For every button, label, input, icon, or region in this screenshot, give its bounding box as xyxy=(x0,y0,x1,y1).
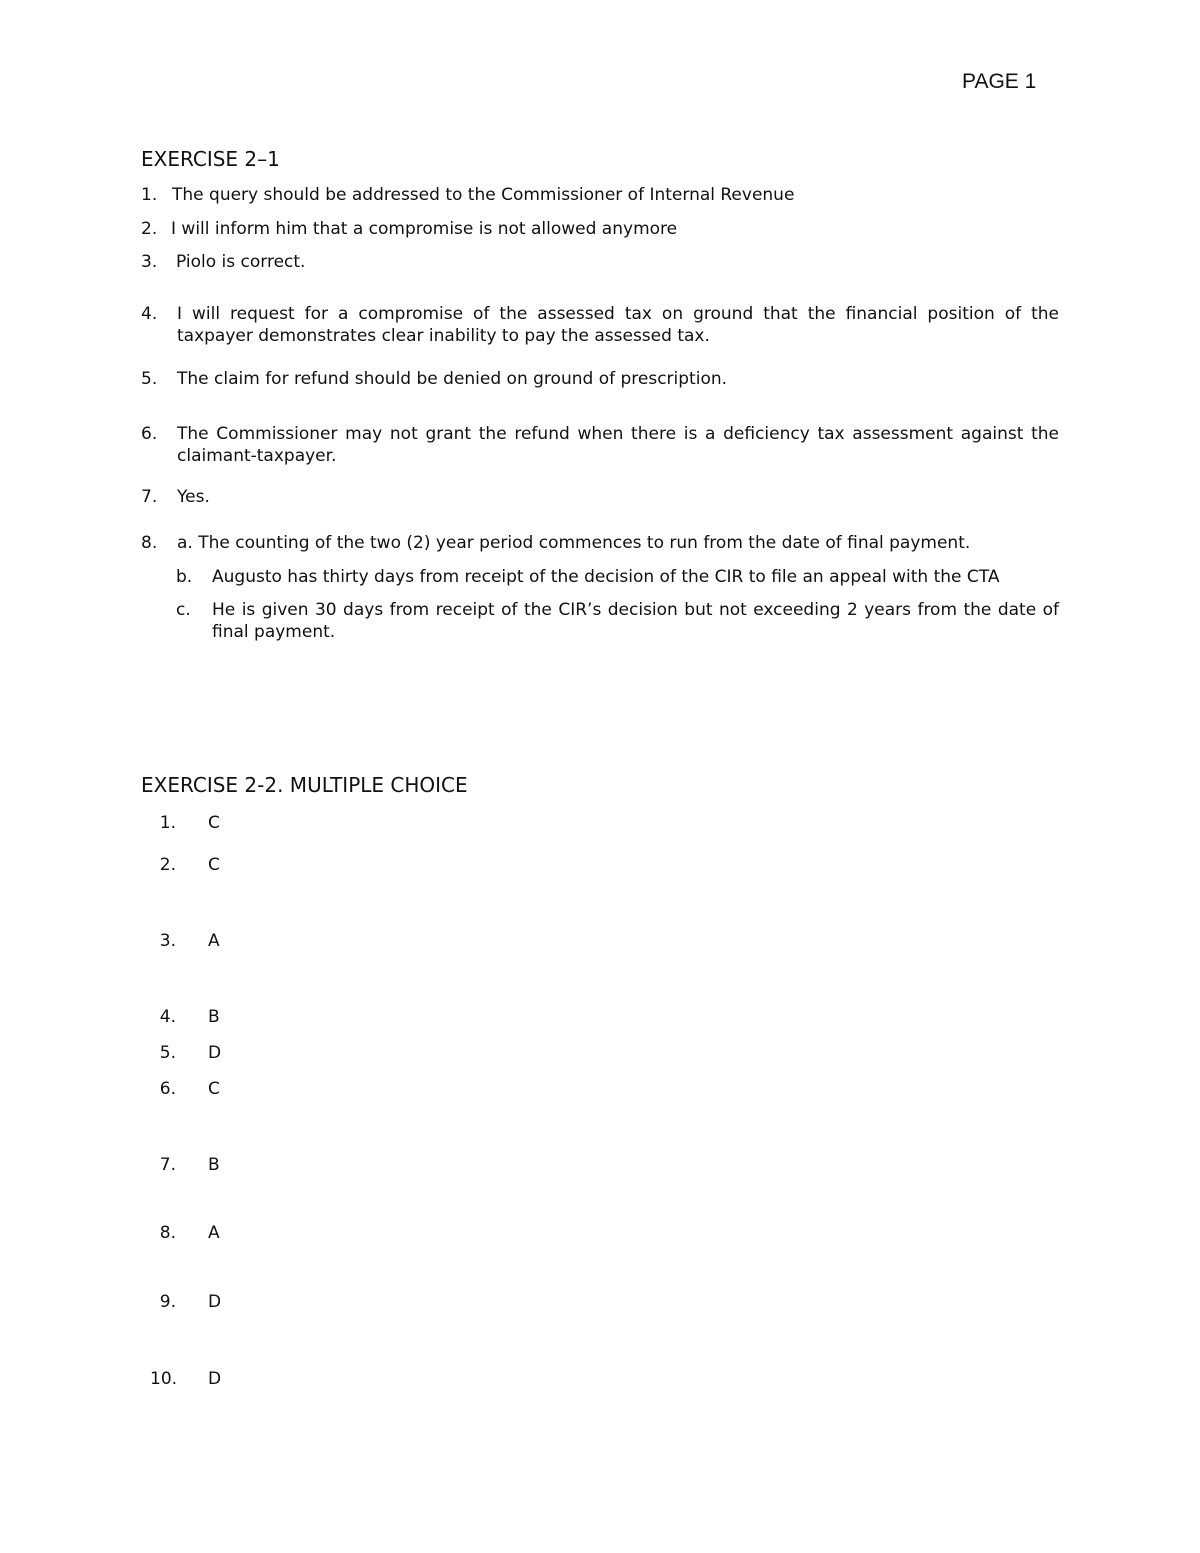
sub-item xyxy=(176,566,1059,588)
item-number: 7. xyxy=(141,487,158,507)
item-number: 4. xyxy=(141,304,158,324)
item-number: 3. xyxy=(141,252,158,272)
answer-number: 8. xyxy=(159,1223,176,1243)
item-text: The Commissioner may not grant the refund when there is a deficiency tax assessment against the claimant-taxpayer. xyxy=(177,424,1059,466)
item-text: Piolo is correct. xyxy=(176,252,306,272)
list-item xyxy=(141,532,1059,554)
answer-number: 7. xyxy=(159,1155,176,1175)
answer-letter: D xyxy=(208,1369,222,1389)
item-text: The query should be addressed to the Commissioner of Internal Revenue xyxy=(172,185,795,205)
item-text: Yes. xyxy=(177,487,210,507)
item-text: I will request for a compromise of the assessed tax on ground that the financial position of the taxpayer demonstrates clear inability to pay the assessed tax. xyxy=(177,304,1059,346)
answer-number: 1. xyxy=(159,813,176,833)
answer-letter: A xyxy=(208,1223,220,1243)
list-item xyxy=(141,368,1059,390)
answer-number: 5. xyxy=(159,1043,176,1063)
list-item xyxy=(141,184,1059,206)
list-item xyxy=(141,486,1059,508)
sub-item-text: He is given 30 days from receipt of the CIR’s decision but not exceeding 2 years from the date of final payment. xyxy=(212,600,1059,642)
answer-number: 9. xyxy=(159,1292,176,1312)
item-number: 1. xyxy=(141,185,158,205)
list-item xyxy=(141,303,1059,347)
answer-letter: C xyxy=(208,855,220,875)
answer-number: 4. xyxy=(159,1007,176,1027)
answer-number: 3. xyxy=(159,931,176,951)
list-item xyxy=(141,251,1059,273)
item-text: I will inform him that a compromise is not allowed anymore xyxy=(171,219,678,239)
answer-letter: D xyxy=(208,1292,222,1312)
answer-letter: C xyxy=(208,813,220,833)
item-text: The claim for refund should be denied on ground of prescription. xyxy=(177,369,728,389)
item-text: a. The counting of the two (2) year period commences to run from the date of final payment. xyxy=(177,533,971,553)
answer-number: 6. xyxy=(159,1079,176,1099)
list-item xyxy=(141,218,1059,240)
answer-letter: B xyxy=(208,1155,220,1175)
sub-item-letter: b. xyxy=(176,567,193,587)
answer-letter: D xyxy=(208,1043,222,1063)
sub-item-letter: c. xyxy=(176,600,191,620)
exercise-1-heading: EXERCISE 2–1 xyxy=(141,147,280,171)
item-number: 8. xyxy=(141,533,158,553)
answer-letter: B xyxy=(208,1007,220,1027)
sub-item-text: Augusto has thirty days from receipt of the decision of the CIR to file an appeal with the CTA xyxy=(212,567,1000,587)
exercise-2-heading: EXERCISE 2-2. MULTIPLE CHOICE xyxy=(141,773,468,797)
item-number: 5. xyxy=(141,369,158,389)
answer-number: 10. xyxy=(150,1369,178,1389)
answer-letter: A xyxy=(208,931,220,951)
sub-item xyxy=(176,599,1059,643)
list-item xyxy=(141,423,1059,467)
answer-number: 2. xyxy=(159,855,176,875)
item-number: 6. xyxy=(141,424,158,444)
page-number: PAGE 1 xyxy=(962,70,1037,93)
answer-letter: C xyxy=(208,1079,220,1099)
item-number: 2. xyxy=(141,219,158,239)
